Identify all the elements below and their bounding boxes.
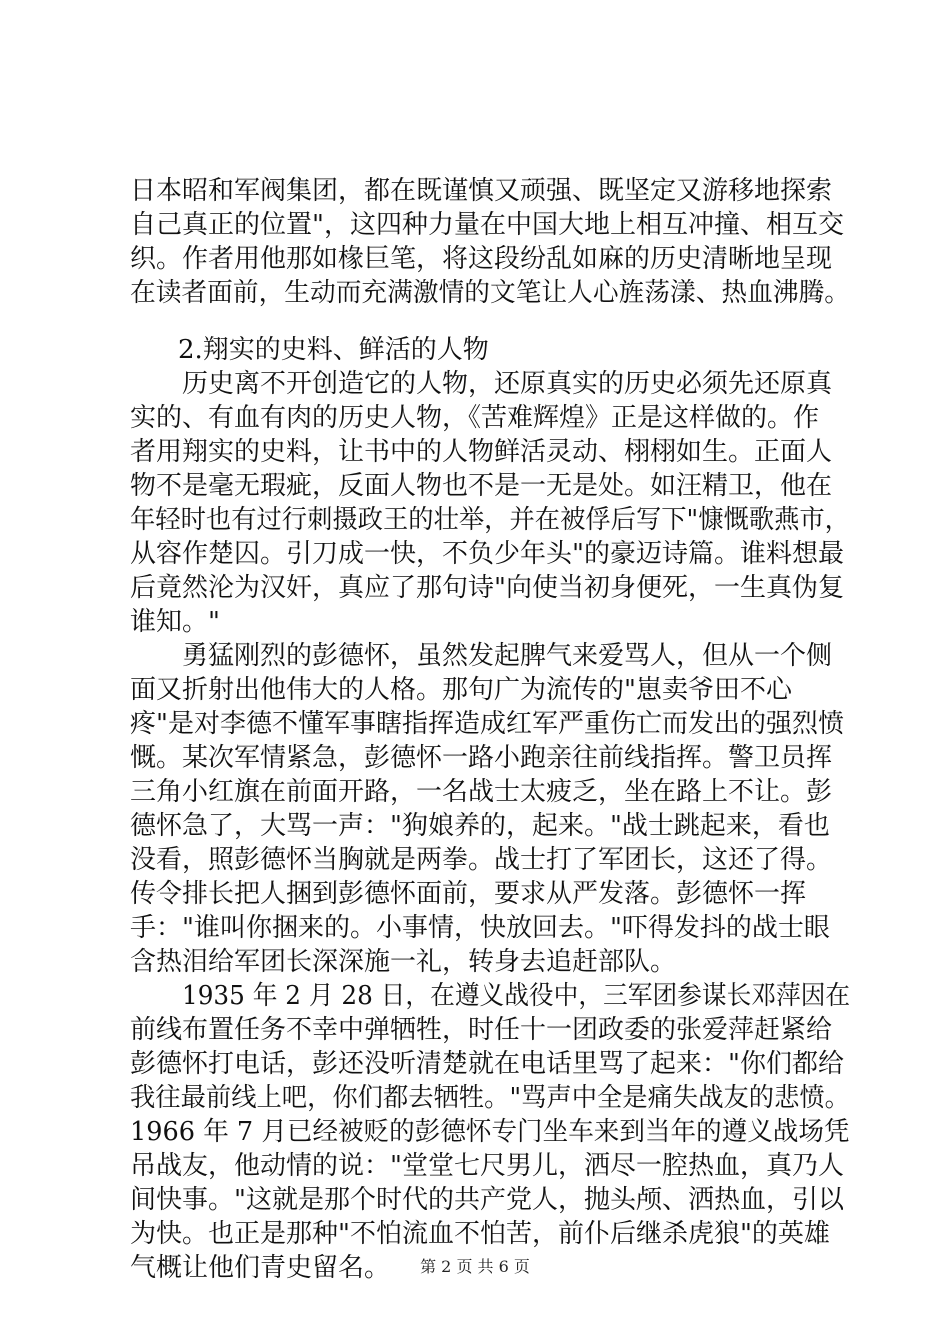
text-line: 物不是毫无瑕疵，反面人物也不是一无是处。如汪精卫，他在 xyxy=(130,471,833,501)
text-line: 疼"是对李德不懂军事瞎指挥造成红军严重伤亡而发出的强烈愤 xyxy=(130,709,844,739)
text-line: 后竟然沦为汉奸，真应了那句诗"向使当初身便死，一生真伪复 xyxy=(130,573,844,603)
text-line: 为快。也正是那种"不怕流血不怕苦，前仆后继杀虎狼"的英雄 xyxy=(130,1219,830,1249)
text-line: 传令排长把人捆到彭德怀面前，要求从严发落。彭德怀一挥 xyxy=(130,879,807,909)
text-line: 谁知。" xyxy=(130,607,220,637)
text-line: 者用翔实的史料，让书中的人物鲜活灵动、栩栩如生。正面人 xyxy=(130,437,833,467)
text-line: 彭德怀打电话，彭还没听清楚就在电话里骂了起来："你们都给 xyxy=(130,1049,844,1079)
text-line: 1966 年 7 月已经被贬的彭德怀专门坐车来到当年的遵义战场凭 xyxy=(130,1117,850,1147)
text-line: 前线布置任务不幸中弹牺牲，时任十一团政委的张爱萍赶紧给 xyxy=(130,1015,833,1045)
text-line: 织。作者用他那如椽巨笔，将这段纷乱如麻的历史清晰地呈现 xyxy=(130,244,833,274)
text-line: 含热泪给军团长深深施一礼，转身去追赶部队。 xyxy=(130,947,677,977)
text-line: 手："谁叫你捆来的。小事情，快放回去。"吓得发抖的战士眼 xyxy=(130,913,830,943)
page-number-footer: 第 2 页 共 6 页 xyxy=(420,1257,530,1276)
text-line: 我往最前线上吧，你们都去牺牲。"骂声中全是痛失战友的悲愤。 xyxy=(130,1083,850,1113)
text-line: 慨。某次军情紧急，彭德怀一路小跑亲往前线指挥。警卫员挥 xyxy=(130,743,833,773)
text-line: 德怀急了，大骂一声："狗娘养的，起来。"战士跳起来，看也 xyxy=(130,811,830,841)
text-line: 历史离不开创造它的人物，还原真实的历史必须先还原真 xyxy=(182,369,833,399)
text-line: 吊战友，他动情的说："堂堂七尺男儿，洒尽一腔热血，真乃人 xyxy=(130,1151,844,1181)
text-line: 气概让他们青史留名。 xyxy=(130,1253,391,1283)
text-line: 没看，照彭德怀当胸就是两拳。战士打了军团长，这还了得。 xyxy=(130,845,833,875)
text-line: 实的、有血有肉的历史人物，《苦难辉煌》正是这样做的。作 xyxy=(130,403,820,433)
text-line: 间快事。"这就是那个时代的共产党人，抛头颅、洒热血，引以 xyxy=(130,1185,844,1215)
text-line: 面又折射出他伟大的人格。那句广为流传的"崽卖爷田不心 xyxy=(130,675,792,705)
text-line: 年轻时也有过行刺摄政王的壮举，并在被俘后写下"慷慨歌燕市， xyxy=(130,505,850,535)
section-heading: 2.翔实的史料、鲜活的人物 xyxy=(178,335,489,365)
text-line: 从容作楚囚。引刀成一快，不负少年头"的豪迈诗篇。谁料想最 xyxy=(130,539,844,569)
text-line: 三角小红旗在前面开路，一名战士太疲乏，坐在路上不让。彭 xyxy=(130,777,833,807)
text-line: 日本昭和军阀集团，都在既谨慎又顽强、既坚定又游移地探索 xyxy=(130,176,833,206)
text-line: 勇猛刚烈的彭德怀，虽然发起脾气来爱骂人，但从一个侧 xyxy=(182,641,833,671)
text-line: 在读者面前，生动而充满激情的文笔让人心旌荡漾、热血沸腾。 xyxy=(130,278,851,308)
text-line: 1935 年 2 月 28 日，在遵义战役中，三军团参谋长邓萍因在 xyxy=(182,981,851,1011)
text-line: 自己真正的位置"，这四种力量在中国大地上相互冲撞、相互交 xyxy=(130,210,844,240)
